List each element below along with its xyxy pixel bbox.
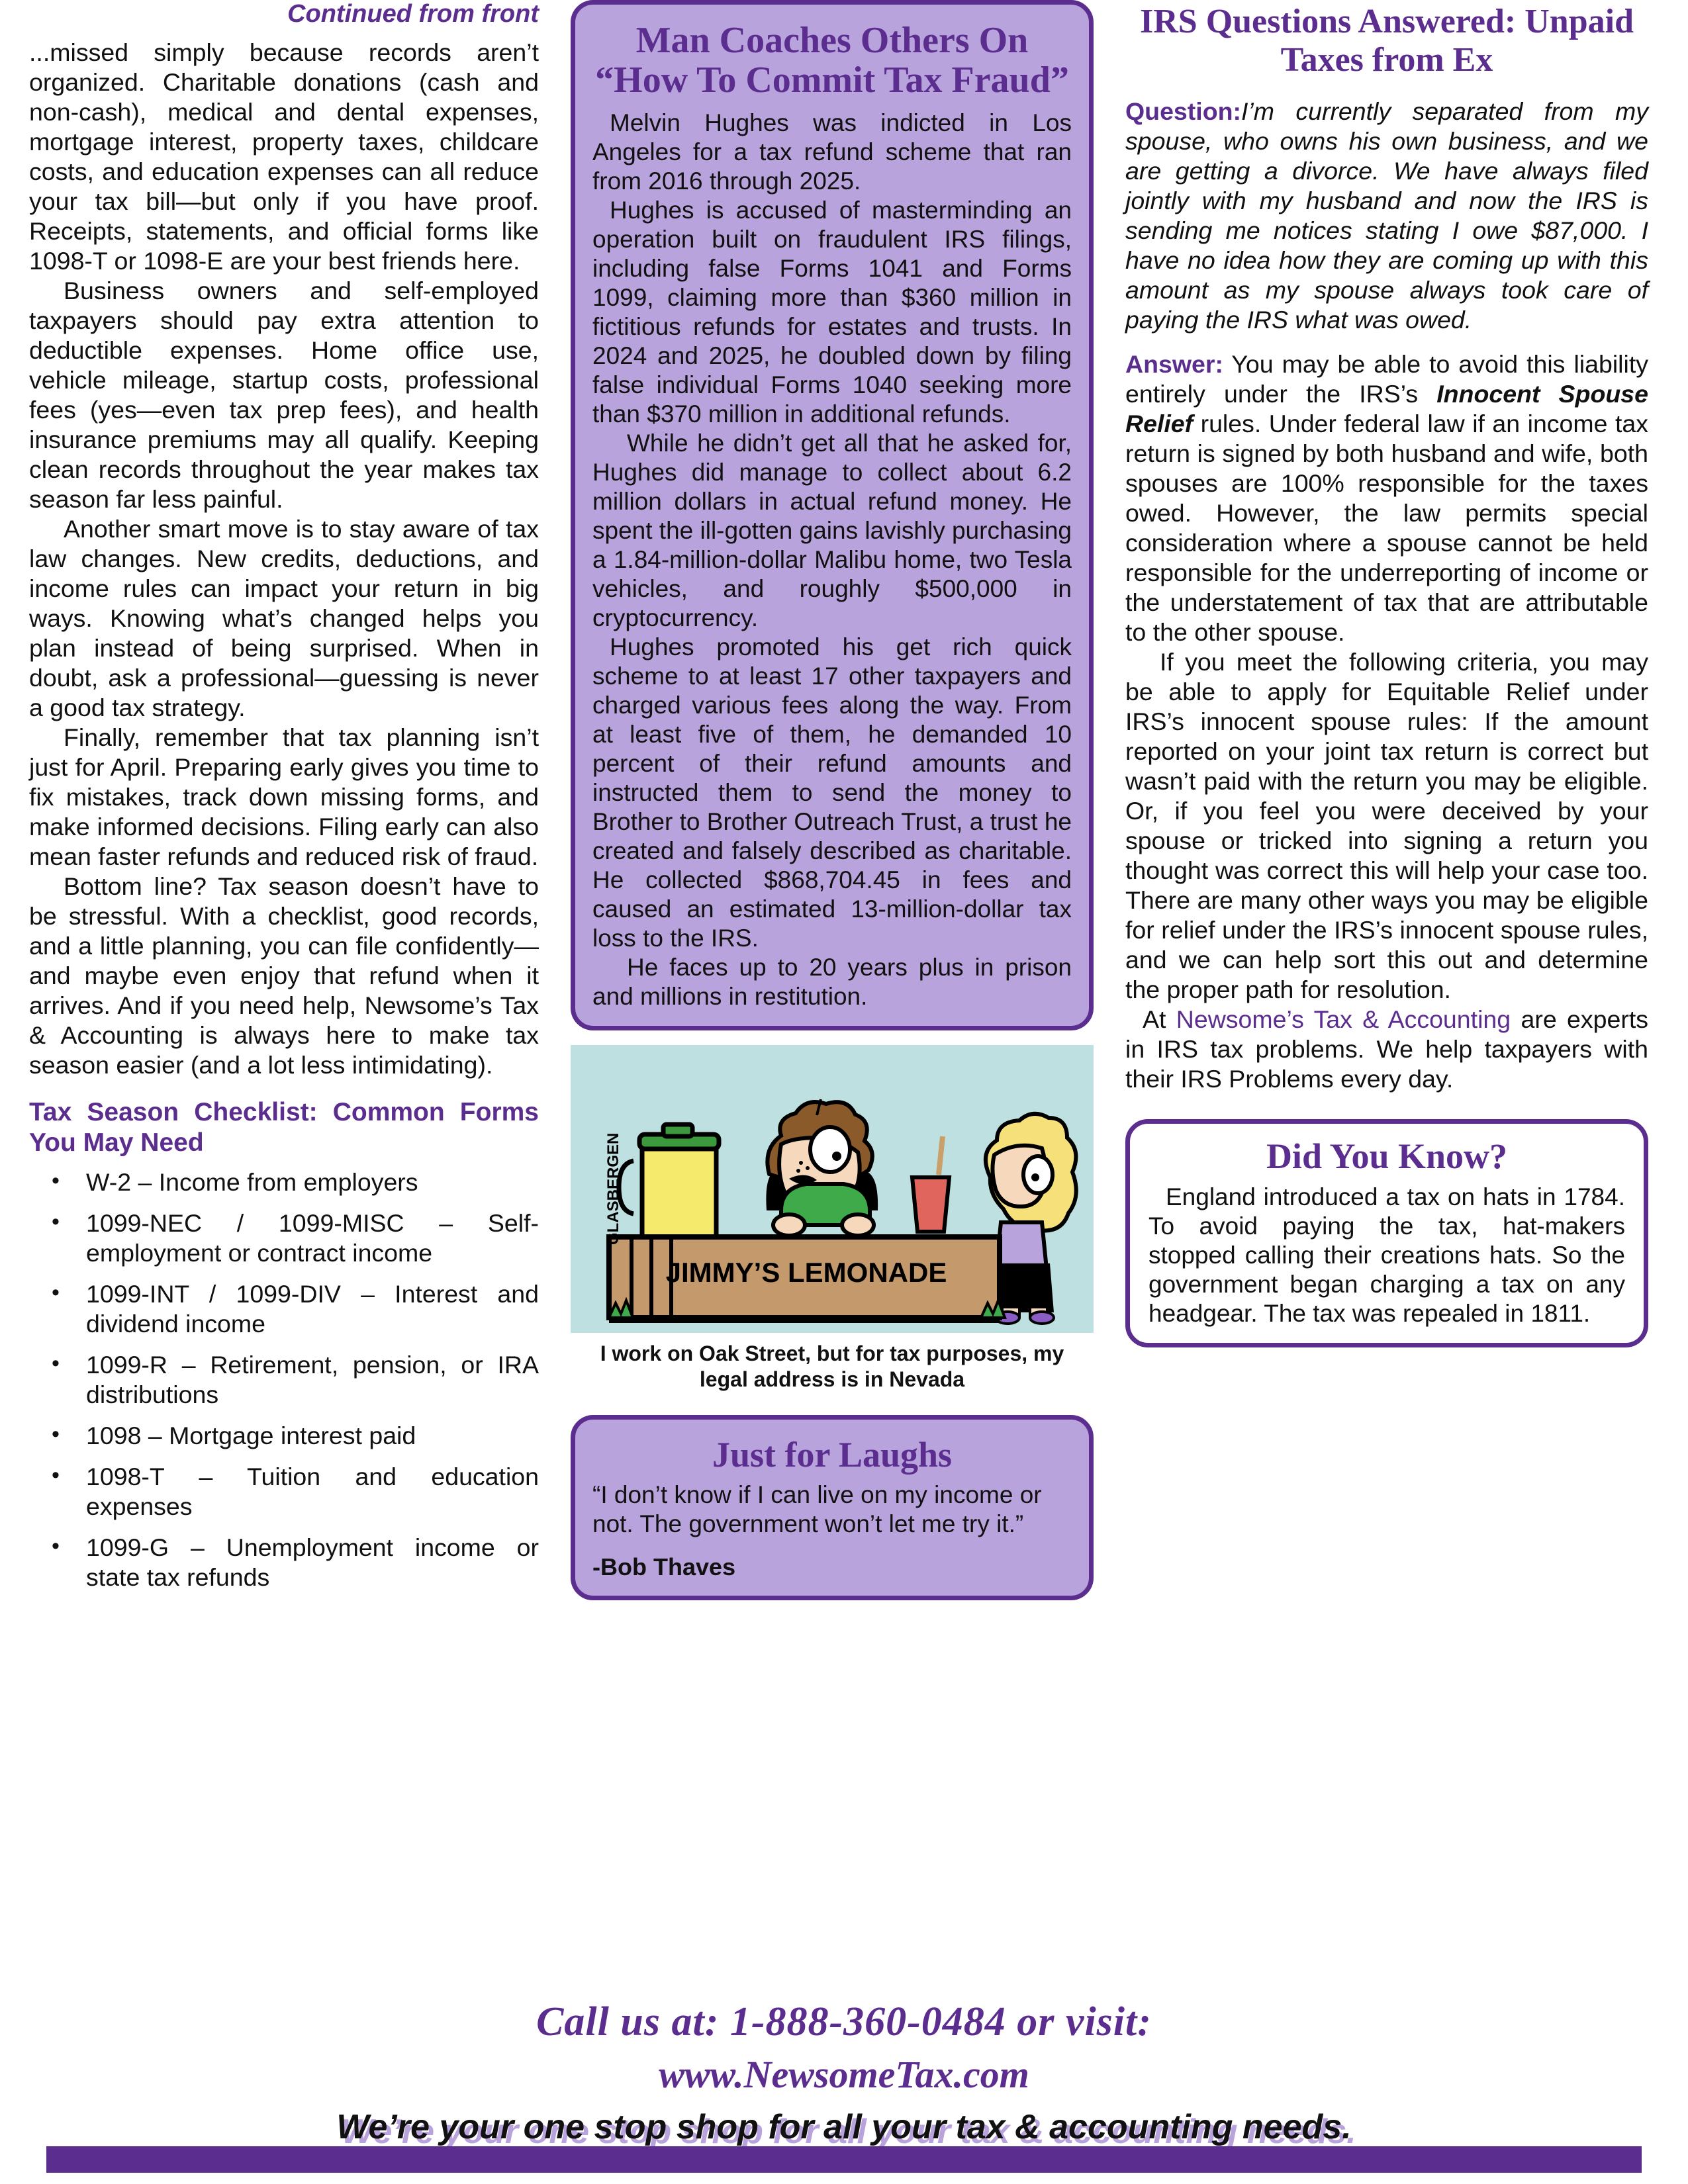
just-for-laughs-title: Just for Laughs	[712, 1434, 953, 1475]
answer-text-part2: rules. Under federal law if an income tax return is signed by both husband and wife, both spouses are 100% responsible for the taxes owed. However, the law permits special consideration where a spouse cannot be held responsible for the underreporting of income or the understatement of tax that are attributable to the other spouse.	[1125, 410, 1648, 647]
list-item: • 1099-INT / 1099-DIV – Interest and dividend income	[29, 1279, 539, 1339]
left-paragraph-2: Business owners and self-employed taxpayers should pay extra attention to deductible expenses. Home office use, vehicle mileage, startup costs, professional fees (yes—even tax prep fees), and health insurance premiums may all qualify. Keeping clean records throughout the year makes tax season far less painful.	[29, 277, 539, 513]
left-column	[29, 0, 539, 1604]
left-paragraph-4: Finally, remember that tax planning isn’t just for April. Preparing early gives you time to fix mistakes, track down missing forms, and make informed decisions. Filing early can also mean faster refunds and reduced risk of fraud.	[29, 723, 539, 870]
stand-sign-text: JIMMY’S LEMONADE	[665, 1256, 947, 1288]
footer	[0, 1999, 1688, 2147]
artist-signature-text: GLASBERGEN	[604, 1132, 622, 1245]
left-paragraph-3: Another smart move is to stay aware of tax law changes. New credits, deductions, and income rules can impact your return in big ways. Knowing what’s changed helps you plan instead of being surprised. When in doubt, ask a professional—guessing is never a good tax strategy.	[29, 515, 539, 721]
left-paragraph-5: Bottom line? Tax season doesn’t have to be stressful. With a checklist, good records, and a little planning, you can file confidently—and maybe even enjoy that refund when it arrives. And if you need help, Newsome’s Tax & Accounting is always here to make tax season easier (and a lot less intimidating).	[29, 872, 539, 1079]
answer-paragraph-2: If you meet the following criteria, you may be able to apply for Equitable Relief under IRS’s innocent spouse rules: If the amount reported on your joint tax return is correct but wasn’t paid with the return you may be eligible. Or, if you feel you were deceived by your spouse or tricked into signing a return you thought was correct this will help your case too. There are many other ways you may be eligible for relief under the IRS’s innocent spouse rules, and we can help sort this out and determine the proper path for resolution.	[1125, 648, 1648, 1004]
boy-character	[766, 1099, 878, 1236]
closing-prefix: At	[1143, 1005, 1176, 1034]
question-paragraph	[1125, 97, 1648, 335]
list-item: • W-2 – Income from employers	[29, 1167, 539, 1197]
continued-from-front-label: Continued from front	[287, 0, 539, 28]
article-paragraph-1: Melvin Hughes was indicted in Los Angeles for a tax refund scheme that ran from 2016 through 2025.	[592, 109, 1072, 195]
just-for-laughs-panel	[571, 1415, 1094, 1600]
article-paragraph-3: While he didn’t get all that he asked for, Hughes did manage to collect about 6.2 million dollars in actual refund money. He spent the ill-gotten gains lavishly purchasing a 1.84-million-dollar Malibu home, two Tesla vehicles, and roughly $500,000 in cryptocurrency.	[592, 429, 1072, 631]
article-paragraph-4: Hughes promoted his get rich quick scheme to at least 17 other taxpayers and charged various fees along the way. From at least five of them, he demanded 10 percent of their refund amounts and instructed them to send the money to Brother to Brother Outreach Trust, a trust he created and falsely described as charitable. He collected $868,704.45 in fees and caused an estimated 13-million-dollar tax loss to the IRS.	[592, 633, 1072, 952]
did-you-know-panel	[1125, 1119, 1648, 1347]
footer-website-url[interactable]: www.NewsomeTax.com	[659, 2053, 1029, 2096]
list-item: • 1099-R – Retirement, pension, or IRA distributions	[29, 1350, 539, 1410]
footer-purple-bar	[46, 2146, 1642, 2173]
innocent-spouse-relief-emphasis: Innocent Spouse Relief	[1125, 380, 1648, 438]
list-item: • 1098 – Mortgage interest paid	[29, 1421, 539, 1451]
article-title: Man Coaches Others On “How To Commit Tax Fraud”	[595, 20, 1069, 101]
irs-questions-heading: IRS Questions Answered: Unpaid Taxes from Ex	[1139, 3, 1634, 79]
footer-tagline: We’re your one stop shop for all your tax & accounting needs.	[336, 2108, 1352, 2146]
closing-suffix: are experts in IRS tax problems. We help taxpayers with their IRS Problems every day.	[1125, 1005, 1648, 1093]
answer-text-part1: You may be able to avoid this liability entirely under the IRS’s	[1125, 350, 1648, 408]
checklist-heading: Tax Season Checklist: Common Forms You May Need	[29, 1098, 539, 1157]
question-label: Question:	[1125, 97, 1241, 126]
lemonade-stand-cartoon	[571, 1045, 1094, 1333]
answer-label: Answer:	[1125, 350, 1223, 379]
cartoon-caption: I work on Oak Street, but for tax purposes, my legal address is in Nevada	[600, 1341, 1064, 1391]
right-column	[1125, 0, 1648, 1347]
question-text: I’m currently separated from my spouse, who owns his own business, and we are getting a divorce. We have always filed jointly with my husband and now the IRS is sending me notices stating I owe $87,000. I have no idea how they are coming up with this amount as my spouse always took care of paying the IRS what was owed.	[1125, 97, 1648, 334]
article-paragraph-5: He faces up to 20 years plus in prison and millions in restitution.	[592, 953, 1072, 1010]
just-for-laughs-attribution: -Bob Thaves	[592, 1553, 736, 1581]
tax-forms-checklist	[29, 1167, 539, 1592]
did-you-know-body: England introduced a tax on hats in 1784. To avoid paying the tax, hat-makers stopped calling their creations hats. So the government began charging a tax on any headgear. The tax was repealed in 1811.	[1149, 1183, 1625, 1327]
footer-call-line: Call us at: 1-888-360-0484 or visit:	[536, 1999, 1152, 2044]
cartoon-block	[571, 1045, 1094, 1392]
article-paragraph-2: Hughes is accused of masterminding an operation built on fraudulent IRS filings, including false Forms 1041 and Forms 1099, claiming more than $360 million in fictitious refunds for estates and trusts. In 2024 and 2025, he doubled down by filing false individual Forms 1040 seeking more than $370 million in additional refunds.	[592, 196, 1072, 428]
brand-name: Newsome’s Tax & Accounting	[1176, 1005, 1511, 1034]
list-item: • 1099-G – Unemployment income or state tax refunds	[29, 1533, 539, 1592]
tax-fraud-article-panel	[571, 0, 1094, 1030]
did-you-know-title: Did You Know?	[1266, 1136, 1508, 1177]
list-item: • 1099-NEC / 1099-MISC – Self-employment or contract income	[29, 1208, 539, 1268]
just-for-laughs-quote: “I don’t know if I can live on my income or not. The government won’t let me try it.”	[592, 1481, 1042, 1538]
center-column	[571, 0, 1094, 1600]
left-paragraph-1: ...missed simply because records aren’t organized. Charitable donations (cash and non-cash), medical and dental expenses, mortgage interest, property taxes, childcare costs, and education expenses can all reduce your tax bill—but only if you have proof. Receipts, statements, and official forms like 1098-T or 1098-E are your best friends here.	[29, 38, 539, 275]
answer-paragraph-1	[1125, 349, 1648, 647]
list-item: • 1098-T – Tuition and education expenses	[29, 1462, 539, 1522]
lemonade-stand-counter	[609, 1237, 1000, 1318]
closing-paragraph	[1125, 1005, 1648, 1094]
